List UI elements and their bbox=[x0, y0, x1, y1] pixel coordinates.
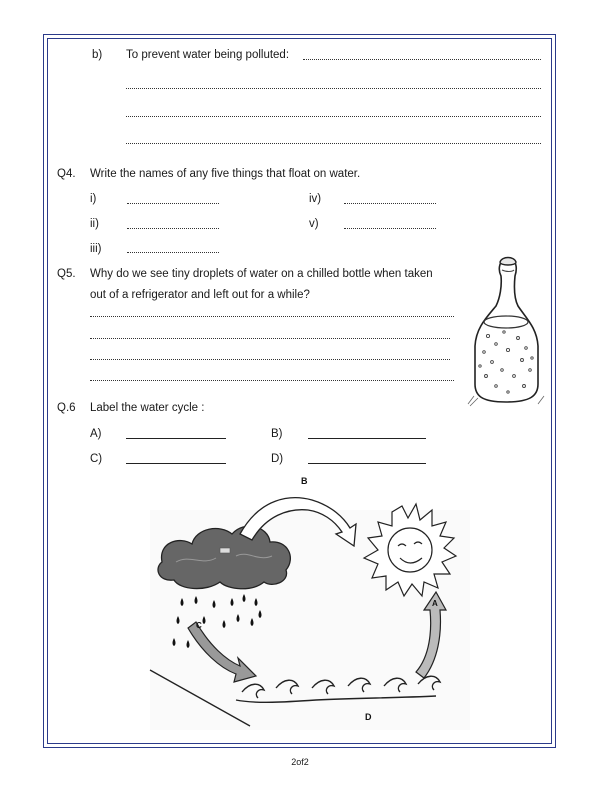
answer-line-d[interactable] bbox=[308, 463, 426, 464]
answer-line[interactable] bbox=[303, 59, 541, 60]
water-cycle-diagram bbox=[140, 470, 480, 740]
answer-line[interactable] bbox=[127, 203, 219, 204]
q4-number: Q4. bbox=[57, 168, 76, 180]
answer-line[interactable] bbox=[90, 316, 454, 317]
q3b-label: b) bbox=[92, 49, 103, 61]
diagram-letter-c: C bbox=[196, 621, 202, 630]
answer-line[interactable] bbox=[90, 380, 454, 381]
answer-line-c[interactable] bbox=[126, 463, 226, 464]
q5-question-line1: Why do we see tiny droplets of water on a chilled bottle when taken bbox=[90, 268, 433, 280]
answer-line[interactable] bbox=[127, 228, 219, 229]
q4-item-label: v) bbox=[309, 218, 319, 230]
q3b-question: To prevent water being polluted: bbox=[126, 49, 290, 61]
answer-line[interactable] bbox=[126, 88, 541, 89]
answer-line-a[interactable] bbox=[126, 438, 226, 439]
q6-label-a: A) bbox=[90, 428, 102, 440]
q4-question: Write the names of any five things that float on water. bbox=[90, 168, 361, 180]
answer-line[interactable] bbox=[90, 338, 450, 339]
answer-line[interactable] bbox=[90, 359, 450, 360]
q4-item-label: iii) bbox=[90, 243, 102, 255]
q6-label-d: D) bbox=[271, 453, 284, 465]
q5-question-line2: out of a refrigerator and left out for a while? bbox=[90, 289, 310, 301]
answer-line[interactable] bbox=[126, 143, 541, 144]
diagram-letter-d: D bbox=[365, 712, 372, 722]
q6-number: Q.6 bbox=[57, 402, 76, 414]
answer-line-b[interactable] bbox=[308, 438, 426, 439]
diagram-letter-a: A bbox=[432, 599, 438, 608]
answer-line[interactable] bbox=[126, 116, 541, 117]
page-number: 2of2 bbox=[291, 757, 309, 767]
answer-line[interactable] bbox=[344, 203, 436, 204]
q4-item-label: iv) bbox=[309, 193, 322, 205]
q4-item-label: ii) bbox=[90, 218, 99, 230]
diagram-letter-b: B bbox=[301, 476, 308, 486]
q6-label-c: C) bbox=[90, 453, 103, 465]
answer-line[interactable] bbox=[344, 228, 436, 229]
q4-item-label: i) bbox=[90, 193, 97, 205]
q6-question: Label the water cycle : bbox=[90, 402, 205, 414]
answer-line[interactable] bbox=[127, 252, 219, 253]
q6-label-b: B) bbox=[271, 428, 283, 440]
q5-number: Q5. bbox=[57, 268, 76, 280]
chilled-bottle-illustration bbox=[466, 246, 550, 408]
